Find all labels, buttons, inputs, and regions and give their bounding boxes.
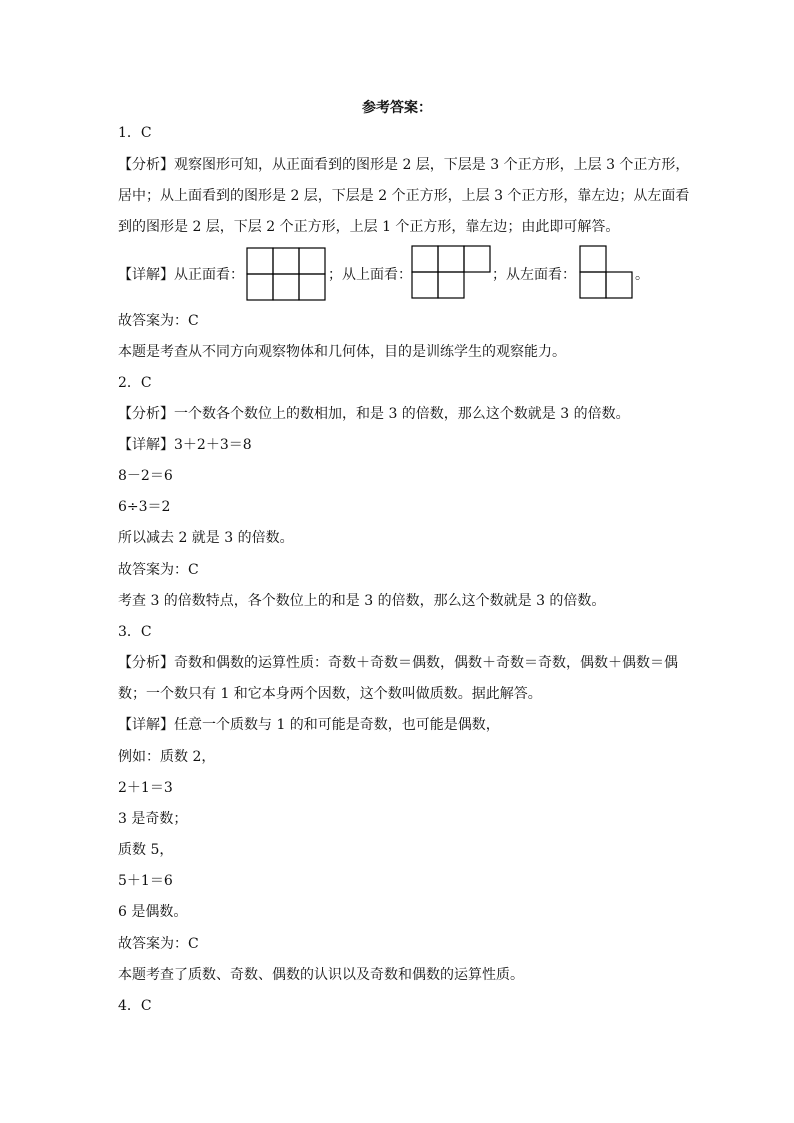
q3-step-1: 例如：质数 2， [118,749,216,765]
left-view-figure [579,245,633,299]
q3-number: 3．C [118,624,152,640]
q1-detail-left-label: ；从左面看： [492,267,576,283]
q2-step-1: 8－2＝6 [118,468,173,484]
q1-detail-row [118,258,678,300]
q1-analysis-line-2: 居中；从上面看到的图形是 2 层，下层是 2 个正方形，上层 3 个正方形，靠左边；从左面看 [118,188,690,204]
q3-answer: 故答案为：C [118,936,199,952]
q3-step-5: 5＋1＝6 [118,873,173,889]
front-view-figure [246,247,326,301]
q1-detail-end: 。 [635,267,649,283]
q1-answer: 故答案为：C [118,313,199,329]
q2-number: 2．C [118,375,152,391]
q4-number: 4．C [118,998,152,1014]
q1-detail-front-label: 【详解】从正面看： [118,267,244,283]
q3-step-6: 6 是偶数。 [118,904,188,920]
q3-analysis-line-2: 数；一个数只有 1 和它本身两个因数，这个数叫做质数。据此解答。 [118,686,542,702]
q3-summary: 本题考查了质数、奇数、偶数的认识以及奇数和偶数的运算性质。 [118,967,524,983]
q2-summary: 考查 3 的倍数特点，各个数位上的和是 3 的倍数，那么这个数就是 3 的倍数。 [118,593,606,609]
page-title: 参考答案： [362,100,432,116]
q2-detail: 【详解】3＋2＋3＝8 [118,437,252,453]
q3-step-4: 质数 5， [118,842,174,858]
q1-detail-top-label: ；从上面看： [328,267,412,283]
q1-analysis-line-3: 到的图形是 2 层，下层 2 个正方形，上层 1 个正方形，靠左边；由此即可解答。 [118,219,620,235]
q3-step-2: 2＋1＝3 [118,780,173,796]
q2-step-2: 6÷3＝2 [118,499,171,515]
q2-answer: 故答案为：C [118,562,199,578]
q3-step-3: 3 是奇数； [118,811,188,827]
q1-summary: 本题是考查从不同方向观察物体和几何体，目的是训练学生的观察能力。 [118,344,566,360]
q2-step-3: 所以减去 2 就是 3 的倍数。 [118,530,294,546]
top-view-figure [411,245,491,299]
q1-analysis-line-1: 【分析】观察图形可知，从正面看到的图形是 2 层，下层是 3 个正方形，上层 3 个正方形， [118,157,690,173]
q2-analysis: 【分析】一个数各个数位上的数相加，和是 3 的倍数，那么这个数就是 3 的倍数。 [118,406,630,422]
q1-number: 1．C [118,125,152,141]
q3-analysis-line-1: 【分析】奇数和偶数的运算性质：奇数＋奇数＝偶数，偶数＋奇数＝奇数，偶数＋偶数＝偶 [118,655,678,671]
q3-detail: 【详解】任意一个质数与 1 的和可能是奇数，也可能是偶数， [118,717,500,733]
